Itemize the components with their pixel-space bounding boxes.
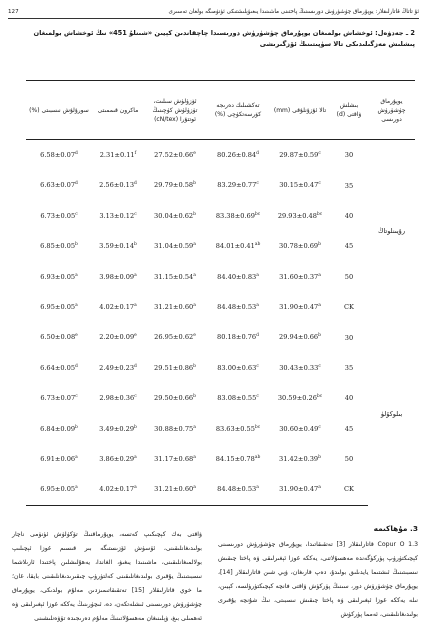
cell-micronaire — [92, 322, 144, 352]
cell-shrink-rate — [26, 322, 92, 352]
cell-uniformity — [206, 231, 270, 261]
cell-shrink-rate-significance: d — [75, 181, 78, 187]
cell-breaking-strength-significance: b — [193, 394, 196, 400]
cell-uniformity-value: 83.29±0.77 — [217, 181, 257, 190]
cell-breaking-strength-significance: a — [193, 242, 196, 248]
cell-uniformity-value: 83.63±0.55 — [215, 424, 255, 433]
cell-micronaire-significance: a — [134, 303, 137, 309]
cell-breaking-strength-value: 29.50±0.66 — [154, 394, 194, 403]
cell-fiber-length-value: 30.78±0.69 — [279, 242, 319, 251]
cell-fiber-length — [270, 414, 330, 444]
cell-breaking-strength-value: 31.04±0.59 — [154, 242, 194, 251]
cell-uniformity — [206, 383, 270, 413]
cell-fiber-length — [270, 231, 330, 261]
cell-breaking-strength-value: 29.79±0.58 — [154, 181, 194, 190]
cell-fiber-length-value: 30.59±0.26 — [277, 394, 317, 403]
table-row — [26, 140, 415, 171]
cell-uniformity-value: 84.48±0.53 — [217, 303, 257, 312]
cell-fiber-length-value: 30.60±0.49 — [279, 424, 319, 433]
cell-defoliant-group: بىلوكۆلۈ — [380, 409, 403, 418]
cell-shrink-rate-value: 6.85±0.05 — [40, 242, 76, 251]
header-defoliant: يوپۇرماق چۈشۈرۈش دورىسى — [368, 81, 415, 140]
cell-fiber-length-value: 31.90±0.47 — [279, 303, 319, 312]
cell-shrink-rate — [26, 414, 92, 444]
cell-breaking-strength-significance: b — [193, 211, 196, 217]
cell-fiber-length-significance: c — [318, 151, 321, 157]
cell-breaking-strength — [144, 201, 206, 231]
cell-fiber-length-value: 31.90±0.47 — [279, 485, 319, 494]
cell-breaking-strength-significance: a — [193, 455, 196, 460]
cell-shrink-rate — [26, 231, 92, 261]
cell-micronaire-significance: b — [134, 424, 137, 430]
table-row — [26, 383, 415, 413]
cell-uniformity — [206, 474, 270, 505]
cell-shrink-rate-value: 6.73±0.05 — [40, 212, 76, 221]
cell-maturity-days: 35 — [344, 181, 354, 190]
cell-breaking-strength — [144, 353, 206, 383]
cell-breaking-strength — [144, 474, 206, 505]
body-text-right — [218, 522, 418, 622]
cell-fiber-length-significance: a — [318, 272, 321, 278]
cell-uniformity-significance: ab — [254, 242, 261, 248]
cell-fiber-length-significance: c — [318, 363, 321, 369]
cell-micronaire-value: 2.20±0.09 — [99, 333, 135, 342]
cell-uniformity-significance: a — [256, 485, 259, 491]
table-row — [26, 474, 415, 505]
cell-breaking-strength-value: 31.15±0.54 — [154, 272, 194, 281]
cell-micronaire-significance: c — [134, 211, 137, 217]
cell-fiber-length — [270, 170, 330, 200]
cell-breaking-strength — [144, 383, 206, 413]
cell-shrink-rate-significance: a — [75, 303, 78, 309]
cell-fiber-length-value: 31.42±0.39 — [279, 455, 319, 464]
cell-fiber-length-significance: bc — [316, 394, 323, 400]
cell-uniformity — [206, 292, 270, 322]
cell-micronaire-significance: c — [134, 394, 137, 400]
cell-fiber-length — [270, 292, 330, 322]
table-row — [26, 322, 415, 352]
table-header-row — [26, 81, 415, 140]
header-maturity-days: بىشلش ۋاقتى (d) — [330, 81, 368, 140]
cell-fiber-length-value: 29.87±0.59 — [279, 151, 319, 160]
cell-fiber-length-value: 30.15±0.47 — [279, 181, 319, 190]
cell-micronaire — [92, 231, 144, 261]
cell-uniformity-value: 83.08±0.55 — [217, 394, 257, 403]
cell-shrink-rate — [26, 262, 92, 292]
cell-fiber-length — [270, 383, 330, 413]
cell-fiber-length-significance: c — [318, 424, 321, 430]
cell-fiber-length — [270, 444, 330, 474]
cell-shrink-rate-significance: a — [75, 272, 78, 278]
cell-fiber-length — [270, 353, 330, 383]
page-number: 127 — [8, 9, 19, 15]
cell-maturity-days: 35 — [344, 363, 354, 372]
section-title: 3. مۇھاكىمە — [373, 524, 418, 533]
cell-breaking-strength — [144, 231, 206, 261]
cell-uniformity-value: 84.40±0.83 — [217, 272, 257, 281]
cell-shrink-rate — [26, 383, 92, 413]
cell-shrink-rate — [26, 474, 92, 505]
cell-maturity-days: 40 — [344, 211, 354, 220]
cell-micronaire — [92, 201, 144, 231]
cell-shrink-rate — [26, 444, 92, 474]
cell-breaking-strength-value: 31.21±0.60 — [154, 303, 194, 312]
cell-breaking-strength-significance: e — [193, 333, 196, 339]
cell-shrink-rate-significance: b — [75, 424, 78, 430]
cell-shrink-rate-significance: b — [75, 242, 78, 248]
cell-shrink-rate-significance: c — [75, 394, 78, 400]
table-row — [26, 262, 415, 292]
cell-shrink-rate-value: 6.95±0.05 — [40, 303, 76, 312]
cell-fiber-length-significance: c — [318, 181, 321, 187]
cell-maturity-days: 45 — [344, 242, 354, 251]
table-row — [26, 414, 415, 444]
cell-breaking-strength-significance: e — [193, 151, 196, 157]
header-uniformity: تەكشىلىك دەرىجە كۆرسەتكۈچى (%) — [206, 81, 270, 140]
cell-shrink-rate-significance: c — [75, 211, 78, 217]
cell-shrink-rate-value: 6.50±0.08 — [40, 333, 76, 342]
cell-shrink-rate — [26, 170, 92, 200]
cell-micronaire-significance: a — [134, 455, 137, 460]
cell-shrink-rate — [26, 201, 92, 231]
cell-micronaire-value: 3.98±0.09 — [99, 272, 135, 281]
cell-uniformity-significance: bc — [254, 424, 261, 430]
header-shrink-rate: سورۇلۇش نىسبىتى (%) — [26, 81, 92, 140]
table-row — [26, 201, 415, 231]
cell-uniformity-significance: a — [256, 272, 259, 278]
cell-uniformity — [206, 353, 270, 383]
cell-breaking-strength-value: 31.21±0.60 — [154, 485, 194, 494]
cell-shrink-rate-value: 6.73±0.07 — [40, 394, 76, 403]
cell-shrink-rate-significance: e — [75, 333, 78, 339]
cell-uniformity-significance: c — [256, 363, 259, 369]
cell-fiber-length — [270, 140, 330, 171]
cell-micronaire-significance: b — [134, 242, 137, 248]
cell-maturity-days: CK — [330, 474, 368, 505]
header-fiber-length: تالا ئۇزۇنلۇقى (mm) — [270, 81, 330, 140]
cell-maturity-days: 40 — [344, 394, 354, 403]
cell-shrink-rate — [26, 353, 92, 383]
cell-breaking-strength — [144, 322, 206, 352]
cell-fiber-length — [270, 262, 330, 292]
cell-micronaire — [92, 292, 144, 322]
cell-breaking-strength — [144, 292, 206, 322]
cell-maturity-days: 45 — [344, 424, 354, 433]
cell-uniformity-significance: c — [256, 181, 259, 187]
paragraph-right: 1.3 Copur O قاتارلىقلار [3] تەتقىقاتىدا، يوپۇرماق چۈشۈرۈش دورىسىنى كېچىكتۈرۈپ پۈركۈگەندە مەھسۇلاتنى، يەككە غوزا ئېغىرلىقى ۋە پاختا چىقىش نىسبىتىنىڭ ئىشتىما يايدىلىق بولىدۇ، دەپ قارىغان، ۋېي شىن قاتارلىقلار [14]، يوپۇرماق چۈشۈرۈش دور، سىنىڭ پۈركۈش ۋاقتى فانچە كېچىكتۈرۈلسە، كېيىن، نىلە يەككە غوزا ئېغىرلىقى ۋە پاختا چىقىش نىسبىتى، نىڭ شۇنچە يۇقىرى بولىدىغانلىقىنى، ئەمما پۈركۈش — [218, 541, 419, 618]
cell-shrink-rate-value: 6.63±0.07 — [40, 181, 76, 190]
running-title: ئۇ تاتاڭ قاتارلىقلار: يوپۇرماق چۈشۈرۈش دورىسىنىڭ پاختىنى ماشىنىدا يىغىۋېلىشتىكى ئۈنۈمىگە بولغان تەسىرى — [168, 9, 419, 15]
body-text-left: ۋاقتى بەك كېچىكىپ كەتسە، يوپۇرماقنىڭ تۆكۈلۈش ئۈنۈمى ناچار بولىدىغانلىقىنى، ئۆسۈش ئۆزىستىگە بىر قىسىم غوزا ئېچىلىپ بولالمىغانلىقىنى، ماشىنىدا يىغىۋ، الغاندا، يەھۇلىشلىن پاختىدا ئارىلاشما نىسبىتىنىڭ يۇقىرى بولىدىغانلىقىنى كەلتۈرۈپ چىقىرىدىغانلىقىنى بايقا، غان؛ ما خوي قاتارلىقلار [15] تەتقىقاتىمىزدىن مەلۇم بولدىكى، يوپۇرماق چۈشۈرۈش دورىسىنى ئىشلەتكەن، دە، ئىچۈرىنىڭ يەككە غوزا ئېغىرلىقى ۋە ئەھمىلى بىغ، ۋېلىنىغان مەھسۇلاتىنىڭ مەلۇم دەرىجىدە تۆۋەنلىشىنى — [12, 531, 202, 622]
cell-micronaire-value: 4.02±0.17 — [99, 303, 135, 312]
cell-micronaire-significance: a — [134, 272, 137, 278]
cell-breaking-strength — [144, 414, 206, 444]
cell-breaking-strength — [144, 262, 206, 292]
cell-fiber-length — [270, 322, 330, 352]
cell-uniformity-value: 83.00±0.63 — [217, 364, 257, 373]
cell-uniformity-value: 80.26±0.84 — [217, 151, 257, 160]
cell-breaking-strength — [144, 170, 206, 200]
cell-fiber-length-significance: b — [318, 242, 321, 248]
cell-uniformity-significance: ab — [254, 455, 261, 460]
cell-fiber-length-value: 29.94±0.66 — [279, 333, 319, 342]
cell-micronaire-value: 3.13±0.12 — [99, 212, 135, 221]
cell-shrink-rate-value: 6.64±0.05 — [40, 364, 76, 373]
cell-uniformity-value: 84.48±0.53 — [217, 485, 257, 494]
cell-micronaire-significance: d — [134, 181, 137, 187]
cell-uniformity-significance: a — [256, 303, 259, 309]
cell-micronaire-significance: a — [134, 485, 137, 491]
cell-breaking-strength-significance: b — [193, 363, 196, 369]
cell-uniformity — [206, 201, 270, 231]
cell-fiber-length-value: 29.93±0.48 — [277, 212, 317, 221]
cell-uniformity-value: 84.15±0.78 — [215, 455, 255, 464]
cell-fiber-length-significance: b — [318, 455, 321, 460]
cell-uniformity — [206, 414, 270, 444]
table-row — [26, 444, 415, 474]
cell-breaking-strength-value: 29.51±0.86 — [154, 364, 194, 373]
cell-micronaire-value: 2.31±0.11 — [99, 151, 135, 160]
cell-shrink-rate — [26, 140, 92, 171]
table-row — [26, 170, 415, 200]
cell-fiber-length — [270, 201, 330, 231]
cell-maturity-days: CK — [344, 303, 354, 312]
cell-micronaire-value: 3.86±0.29 — [99, 455, 135, 464]
cell-shrink-rate-significance: a — [75, 485, 78, 491]
cell-micronaire — [92, 140, 144, 171]
cell-breaking-strength-significance: a — [193, 424, 196, 430]
table-row — [26, 353, 415, 383]
cell-fiber-length-significance: bc — [316, 211, 323, 217]
cell-breaking-strength-value: 30.88±0.75 — [154, 424, 194, 433]
header-micronaire: ماكرون قىممىتى — [92, 81, 144, 140]
cell-fiber-length-significance: a — [318, 303, 321, 309]
cell-fiber-length-significance: b — [318, 333, 321, 339]
cell-shrink-rate-significance: d — [75, 151, 78, 157]
cell-micronaire-significance: f — [134, 151, 137, 157]
cell-uniformity — [206, 322, 270, 352]
cell-uniformity-value: 84.01±0.41 — [215, 242, 255, 251]
cell-shrink-rate-value: 6.91±0.06 — [40, 455, 76, 464]
cell-uniformity — [206, 444, 270, 474]
cell-breaking-strength-value: 31.17±0.68 — [154, 455, 194, 464]
cell-uniformity-value: 83.38±0.69 — [215, 212, 255, 221]
cell-fiber-length-value: 31.60±0.37 — [279, 272, 319, 281]
cell-maturity-days: 50 — [344, 272, 354, 281]
cell-uniformity — [206, 262, 270, 292]
cell-micronaire — [92, 444, 144, 474]
table-row — [26, 231, 415, 261]
cell-uniformity-significance: d — [256, 333, 259, 339]
cell-shrink-rate-value: 6.95±0.05 — [40, 485, 76, 494]
cell-breaking-strength-significance: b — [193, 181, 196, 187]
cell-breaking-strength-value: 30.04±0.62 — [154, 212, 194, 221]
cell-maturity-days: 30 — [344, 333, 354, 342]
cell-breaking-strength-significance: a — [193, 272, 196, 278]
page-header — [8, 6, 419, 19]
cell-uniformity-significance: d — [256, 151, 259, 157]
cell-micronaire-value: 3.49±0.29 — [99, 424, 135, 433]
cell-fiber-length — [270, 474, 330, 505]
table-caption: 2 ـ جەدۋەل: ئوخشاش بولمىغان يوپۇرماق چۈشۈرۈش دورىسىدا چاچقاندىن كېيىن «شىنلۇ 451» نىڭ ئوخشاش بولمىغان پىشلىش مەزگىلىدىكى تالا سۈپىتىنىڭ ئۆزگىرىشى — [33, 29, 415, 48]
cell-maturity-days: 30 — [344, 151, 354, 160]
cell-breaking-strength — [144, 140, 206, 171]
cell-shrink-rate-significance: a — [75, 455, 78, 460]
cell-micronaire-value: 4.02±0.17 — [99, 485, 135, 494]
cell-shrink-rate-value: 6.93±0.05 — [40, 272, 76, 281]
cell-breaking-strength-value: 26.95±0.62 — [154, 333, 194, 342]
cell-micronaire-significance: d — [134, 363, 137, 369]
cell-micronaire-significance: e — [134, 333, 137, 339]
cell-micronaire-value: 2.98±0.36 — [99, 394, 135, 403]
cell-fiber-length-value: 30.43±0.33 — [279, 364, 319, 373]
header-breaking-strength: ئۆزۈلۈش سىلىت، تۈزۈلۈش كۈچىنىڭ ئوتتۇرا (cN/tex) — [144, 81, 206, 140]
cell-micronaire — [92, 414, 144, 444]
cell-micronaire — [92, 474, 144, 505]
cell-micronaire — [92, 353, 144, 383]
cell-uniformity-significance: c — [256, 394, 259, 400]
cell-breaking-strength — [144, 444, 206, 474]
cell-uniformity-significance: bc — [254, 211, 261, 217]
cell-breaking-strength-significance: a — [193, 485, 196, 491]
cell-uniformity — [206, 140, 270, 171]
table-row — [26, 292, 415, 322]
cell-shrink-rate — [26, 292, 92, 322]
cell-micronaire — [92, 170, 144, 200]
cell-breaking-strength-value: 27.52±0.66 — [154, 151, 194, 160]
cell-uniformity — [206, 170, 270, 200]
data-table — [26, 80, 415, 506]
cell-micronaire-value: 3.59±0.14 — [99, 242, 135, 251]
cell-shrink-rate-value: 6.58±0.07 — [40, 151, 76, 160]
cell-defoliant-group: رۇيىنلوتاڭ — [377, 227, 406, 236]
cell-micronaire — [92, 383, 144, 413]
cell-maturity-days: 50 — [344, 455, 354, 464]
cell-micronaire — [92, 262, 144, 292]
cell-shrink-rate-value: 6.84±0.09 — [40, 424, 76, 433]
cell-uniformity-value: 80.18±0.76 — [217, 333, 257, 342]
cell-fiber-length-significance: a — [318, 485, 321, 491]
cell-shrink-rate-significance: d — [75, 363, 78, 369]
cell-micronaire-value: 2.49±0.23 — [99, 364, 135, 373]
cell-breaking-strength-significance: a — [193, 303, 196, 309]
cell-micronaire-value: 2.56±0.13 — [99, 181, 135, 190]
